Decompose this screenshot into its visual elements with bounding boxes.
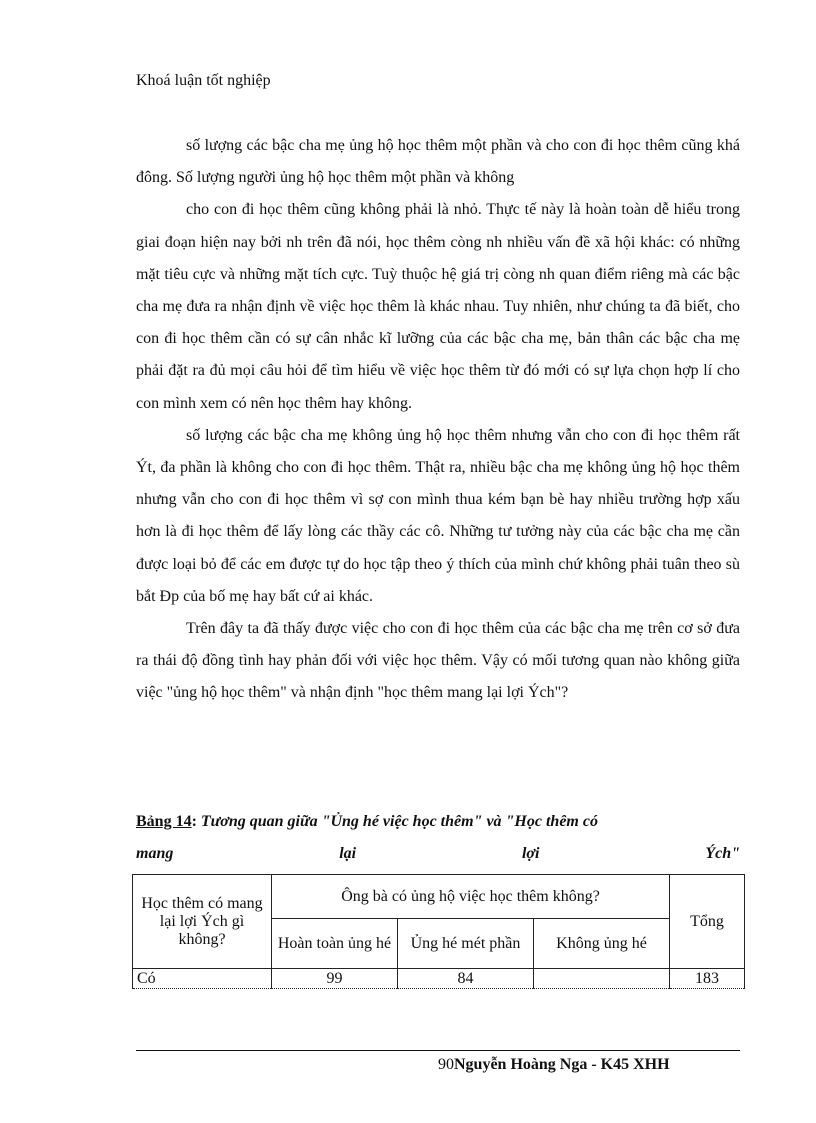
paragraph-4: Trên đây ta đã thấy được việc cho con đi học thêm của các bậc cha mẹ trên cơ sở đưa ra thái độ đồng tình hay phản đối với việc học thêm. Vậy có mối tương quan nào không giữa việc "ủng hộ học thêm" và nhận định "học thêm mang lại lợi Ých"? [136,620,740,702]
table-row [133,969,745,989]
caption-word: Ých" [705,845,740,862]
sub-header-cell: Ủng hé mét phần [398,919,534,969]
body-text [136,130,740,710]
footer-divider [136,1050,740,1051]
value-cell [534,969,670,989]
total-cell: 183 [670,969,745,989]
table-title-line-1: Tương quan giữa "Ủng hé việc học thêm" và "Học thêm có [200,813,598,830]
caption-word: lại [339,845,357,862]
table-caption-line-1 [136,806,740,838]
sub-header-cell: Hoàn toàn ủng hé [272,919,398,969]
group-header-cell: Ông bà có ủng hộ việc học thêm không? [272,875,670,919]
page-header: Khoá luận tốt nghiệp [136,72,271,89]
row-label-cell: Có [133,969,272,989]
total-header-cell: Tổng [670,875,745,969]
value-cell: 84 [398,969,534,989]
page-number: 90 [438,1056,454,1073]
paragraph-3: số lượng các bậc cha mẹ không ủng hộ học thêm nhưng vẫn cho con đi học thêm rất Ýt, đa phần là không cho con đi học thêm. Thật ra, nhiều bậc cha mẹ không ủng hộ học thêm nhưng vẫn cho con đi học thêm vì sợ con mình thua kém bạn bè hay nhiều trường hợp xấu hơn là đi học thêm để lấy lòng các thầy các cô. Những tư tưởng này của các bậc cha mẹ cần được loại bỏ để các em được tự do học tập theo ý thích của mình chứ không phải tuân theo sù bắt Ðp của bố mẹ hay bất cứ ai khác. [136,426,740,605]
row-header-cell: Học thêm có mang lại lợi Ých gì không? [133,875,272,969]
paragraph-1: số lượng các bậc cha mẹ ủng hộ học thêm một phần và cho con đi học thêm cũng khá đông. Số lượng người ủng hộ học thêm một phần và không [136,137,740,187]
caption-word: lợi [521,845,540,862]
table-caption-line-2 [136,838,740,870]
caption-word: mang [136,845,174,862]
table-label: Bảng 14 [136,813,192,830]
paragraph-2: cho con đi học thêm cũng không phải là nhỏ. Thực tế này là hoàn toàn dễ hiểu trong giai đoạn hiện nay bởi nh trên đã nói, học thêm còng nh nhiều vấn đề xã hội khác: có những mặt tiêu cực và những mặt tích cực. Tuỳ thuộc hệ giá trị còng nh quan điểm riêng mà các bậc cha mẹ đưa ra nhận định về việc học thêm là khác nhau. Tuy nhiên, như chúng ta đã biết, cho con đi học thêm cần có sự cân nhắc kĩ lưỡng của các bậc cha mẹ, bản thân các bậc cha mẹ phải đặt ra đủ mọi câu hỏi để tìm hiểu về việc học thêm từ đó mới có sự lựa chọn hợp lí cho con mình xem có nên học thêm hay không. [136,201,740,412]
sub-header-cell: Không ủng hé [534,919,670,969]
data-table [132,874,745,989]
page-footer [438,1056,670,1074]
value-cell: 99 [272,969,398,989]
table-label-colon: : [191,813,201,830]
table-caption [136,806,740,870]
footer-author: Nguyễn Hoàng Nga - K45 XHH [454,1056,670,1073]
